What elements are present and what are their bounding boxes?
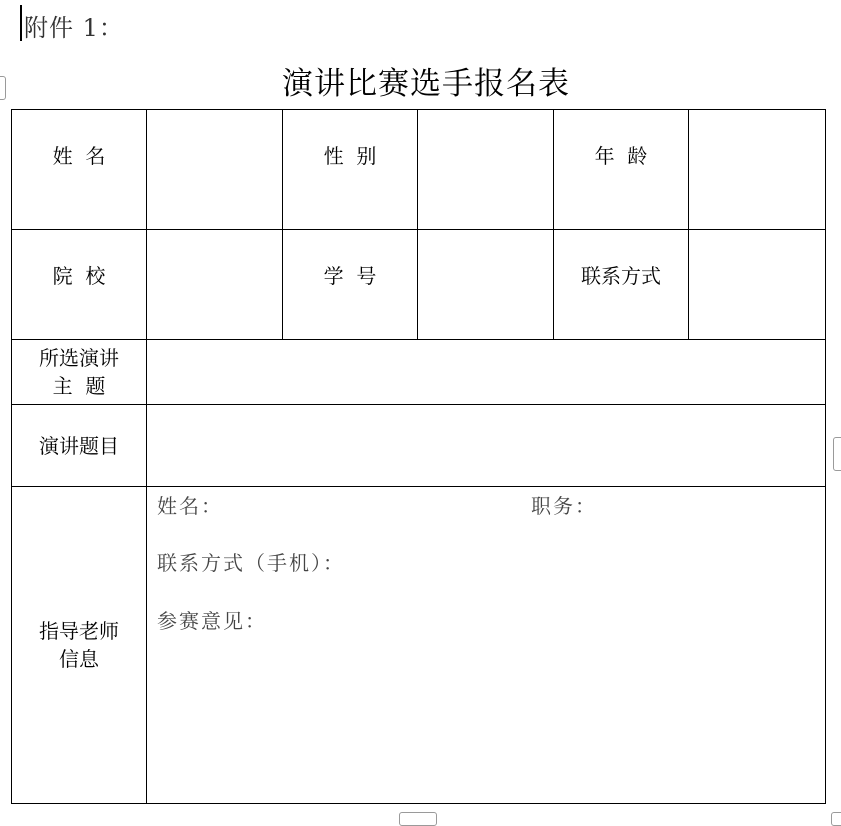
corner-edge-handle[interactable]	[831, 812, 841, 826]
advisor-label-cell	[12, 487, 147, 804]
gender-label-cell	[283, 110, 418, 230]
topic-label-cell	[12, 340, 147, 405]
advisor-position-field: 职务：	[531, 494, 597, 518]
bottom-edge-handle[interactable]	[399, 812, 437, 826]
student-id-label: 学 号	[323, 264, 377, 288]
left-edge-handle[interactable]	[0, 76, 6, 100]
text-cursor	[20, 5, 22, 41]
topic-label-line1: 所选演讲	[39, 346, 119, 370]
gender-input-cell[interactable]	[418, 110, 554, 230]
contact-label-cell	[554, 230, 689, 340]
advisor-opinion-field: 参赛意见：	[157, 609, 267, 633]
age-label: 年 龄	[594, 144, 648, 168]
speech-title-input-cell[interactable]	[147, 405, 826, 487]
page-title: 演讲比赛选手报名表	[282, 66, 570, 102]
table-row-advisor	[12, 487, 826, 804]
advisor-label-line2: 信息	[59, 647, 99, 671]
advisor-phone-field: 联系方式（手机）：	[157, 551, 345, 575]
advisor-info-cell[interactable]	[147, 487, 826, 804]
topic-label-line2: 主 题	[52, 374, 106, 398]
table-row-school-info	[12, 230, 826, 340]
table-row-topic	[12, 340, 826, 405]
gender-label: 性 别	[323, 144, 377, 168]
attachment-label: 附件 1：	[24, 14, 124, 42]
student-id-input-cell[interactable]	[418, 230, 554, 340]
age-input-cell[interactable]	[689, 110, 826, 230]
name-input-cell[interactable]	[147, 110, 283, 230]
student-id-label-cell	[283, 230, 418, 340]
speech-title-label: 演讲题目	[39, 433, 119, 458]
table-row-basic-info	[12, 110, 826, 230]
speech-title-label-cell	[12, 405, 147, 487]
school-input-cell[interactable]	[147, 230, 283, 340]
contact-label: 联系方式	[581, 264, 661, 288]
right-edge-handle[interactable]	[833, 437, 841, 471]
advisor-name-field: 姓名：	[157, 494, 223, 518]
topic-input-cell[interactable]	[147, 340, 826, 405]
age-label-cell	[554, 110, 689, 230]
name-label: 姓 名	[52, 144, 106, 168]
name-label-cell	[12, 110, 147, 230]
advisor-label-line1: 指导老师	[39, 619, 119, 643]
contact-input-cell[interactable]	[689, 230, 826, 340]
registration-form-table	[11, 109, 826, 804]
school-label-cell	[12, 230, 147, 340]
school-label: 院 校	[52, 264, 106, 288]
table-row-speech-title	[12, 405, 826, 487]
